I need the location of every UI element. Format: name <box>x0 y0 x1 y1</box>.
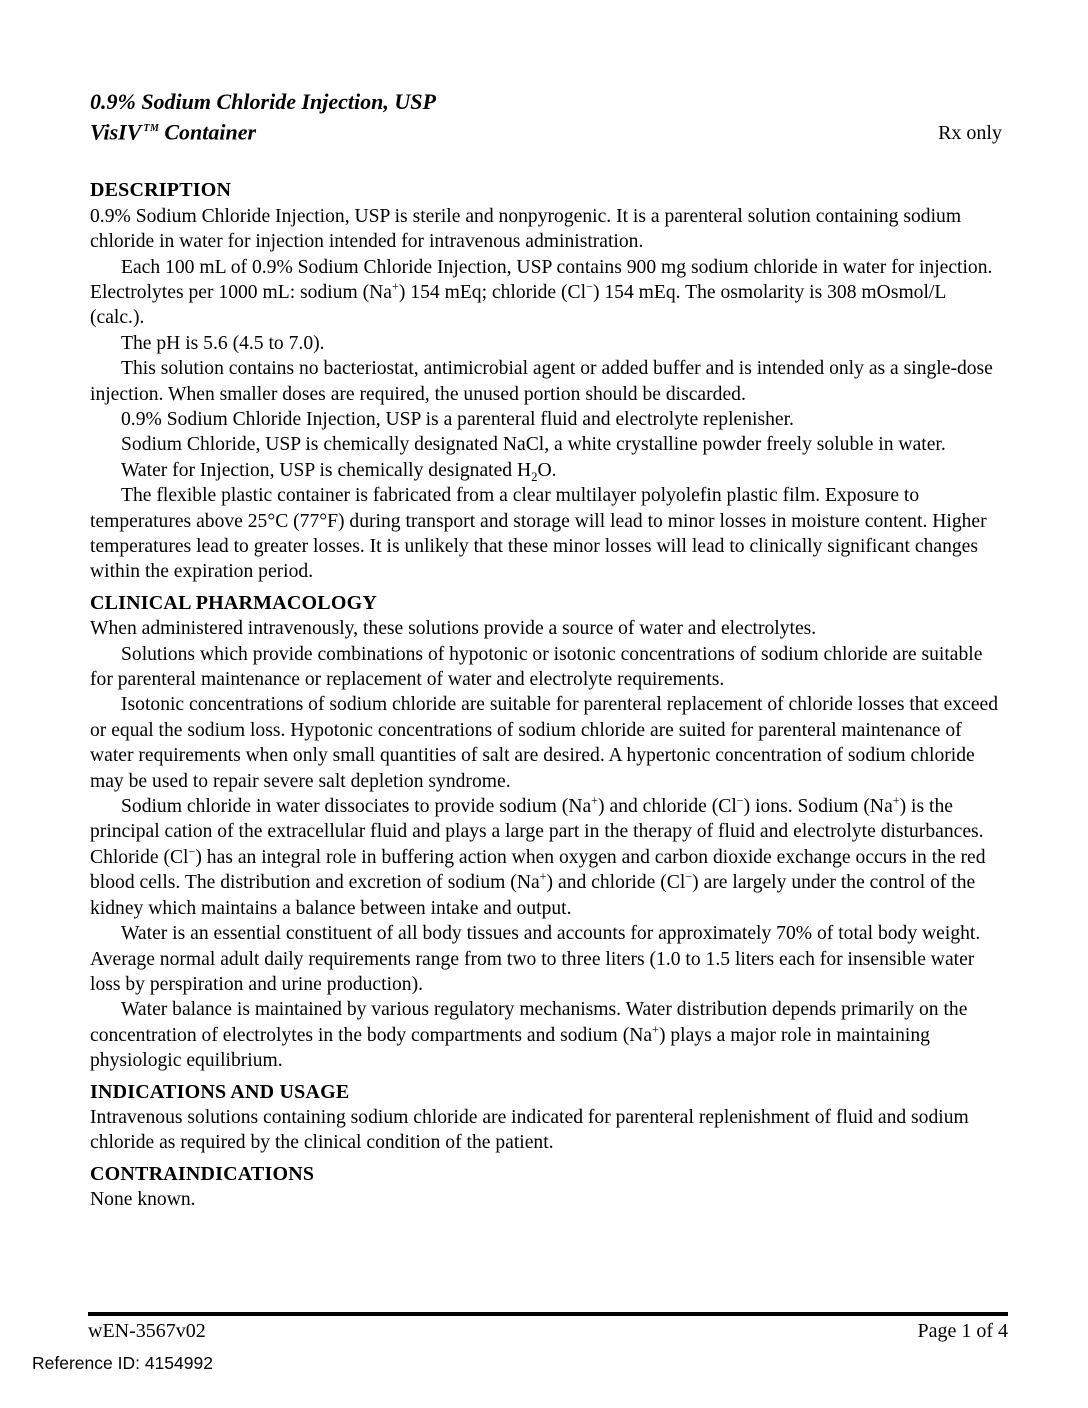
section-indications-and-usage <box>90 1080 1002 1156</box>
page-header <box>90 88 1002 147</box>
paragraph: Solutions which provide combinations of hypotonic or isotonic concentrations of sodium chloride are suitable for parenteral maintenance or replacement of water and electrolyte requirements. <box>90 643 983 691</box>
superscript-text: + <box>539 869 547 884</box>
superscript-text: + <box>892 793 900 808</box>
container-subtitle <box>90 115 256 145</box>
paragraph: Each 100 mL of 0.9% Sodium Chloride Injection, USP contains 900 mg sodium chloride in water for injection. Electrolytes per 1000 mL: sodium (Na+) 154 mEq; chloride (Cl−) 154 mEq. The osmolarity is 308 mOsmol/L (calc.). <box>90 256 993 329</box>
paragraph: None known. <box>90 1189 196 1211</box>
paragraph: This solution contains no bacteriostat, antimicrobial agent or added buffer and is intended only as a single-dose injection. When smaller doses are required, the unused portion should be discarded. <box>90 358 993 405</box>
paragraph: Water balance is maintained by various regulatory mechanisms. Water distribution depends primarily on the concentration of electrolytes in the body compartments and sodium (Na+) plays a major role in maintaining physiologic equilibrium. <box>90 999 968 1072</box>
superscript-text: − <box>586 279 593 294</box>
container-word: Container <box>164 119 257 145</box>
paragraph: Sodium Chloride, USP is chemically designated NaCl, a white crystalline powder freely soluble in water. <box>121 434 946 456</box>
paragraph: Water is an essential constituent of all body tissues and accounts for approximately 70% of total body weight. Average normal adult daily requirements range from two to three liters (1.0 to 1.5 liters each for insensible water loss by perspiration and urine production). <box>90 923 981 995</box>
section-contraindications <box>90 1162 1002 1213</box>
page-footer <box>88 1318 1008 1344</box>
superscript-text: − <box>188 844 196 859</box>
section-heading: CONTRAINDICATIONS <box>90 1162 315 1185</box>
footer-rule <box>88 1312 1008 1316</box>
paragraph: Sodium chloride in water dissociates to provide sodium (Na+) and chloride (Cl−) ions. Sodium (Na+) is the principal cation of the extracellular fluid and plays a large part in the therapy of fluid and electrolyte disturbances. Chloride (Cl−) has an integral role in buffering action when oxygen and carbon dioxide exchange occurs in the red blood cells. The distribution and excretion of sodium (Na+) and chloride (Cl−) are largely under the control of the kidney which maintains a balance between intake and output. <box>90 793 986 919</box>
subscript-text: 2 <box>531 469 538 484</box>
superscript-text: + <box>652 1022 659 1037</box>
superscript-text: + <box>392 279 399 294</box>
page-content <box>90 88 1002 1213</box>
paragraph: Intravenous solutions containing sodium chloride are indicated for parenteral replenishment of fluid and sodium chloride as required by the clinical condition of the patient. <box>90 1106 969 1154</box>
document-number: wEN-3567v02 <box>88 1320 206 1342</box>
superscript-text: − <box>685 869 693 884</box>
paragraph: Water for Injection, USP is chemically designated $H_2O$. <box>121 459 557 484</box>
superscript-text: + <box>591 793 599 808</box>
paragraph: The flexible plastic container is fabricated from a clear multilayer polyolefin plastic film. Exposure to temperatures above 25°C (77°F) during transport and storage will lead to minor losses in moisture content. Higher temperatures lead to greater losses. It is unlikely that these minor losses will lead to clinically significant changes within the expiration period. <box>90 485 987 583</box>
section-heading: CLINICAL PHARMACOLOGY <box>90 591 377 614</box>
page-number: Page 1 of 4 <box>917 1320 1008 1342</box>
section-heading: DESCRIPTION <box>90 179 232 202</box>
paragraph: 0.9% Sodium Chloride Injection, USP is a parenteral fluid and electrolyte replenisher. <box>121 408 794 430</box>
paragraph: When administered intravenously, these solutions provide a source of water and electrolytes. <box>90 618 817 640</box>
trademark-symbol: TM <box>143 123 160 134</box>
paragraph: The pH is 5.6 (4.5 to 7.0). <box>121 332 325 354</box>
document-title: 0.9% Sodium Chloride Injection, USP <box>90 89 436 114</box>
section-heading: INDICATIONS AND USAGE <box>90 1080 350 1103</box>
superscript-text: − <box>736 793 744 808</box>
section-clinical-pharmacology <box>90 591 1002 1074</box>
product-brand-name: VisIV <box>90 119 142 145</box>
section-description <box>90 178 1002 585</box>
rx-only-label: Rx only <box>938 122 1002 145</box>
reference-id: Reference ID: 4154992 <box>32 1353 213 1373</box>
paragraph: 0.9% Sodium Chloride Injection, USP is sterile and nonpyrogenic. It is a parenteral solution containing sodium chloride in water for injection intended for intravenous administration. <box>90 205 962 253</box>
paragraph: Isotonic concentrations of sodium chloride are suitable for parenteral replacement of chloride losses that exceed or equal the sodium loss. Hypotonic concentrations of sodium chloride are suited for parenteral maintenance of water requirements when only small quantities of salt are desired. A hypertonic concentration of sodium chloride may be used to repair severe salt depletion syndrome. <box>90 694 999 792</box>
document-sections <box>90 178 1002 1212</box>
